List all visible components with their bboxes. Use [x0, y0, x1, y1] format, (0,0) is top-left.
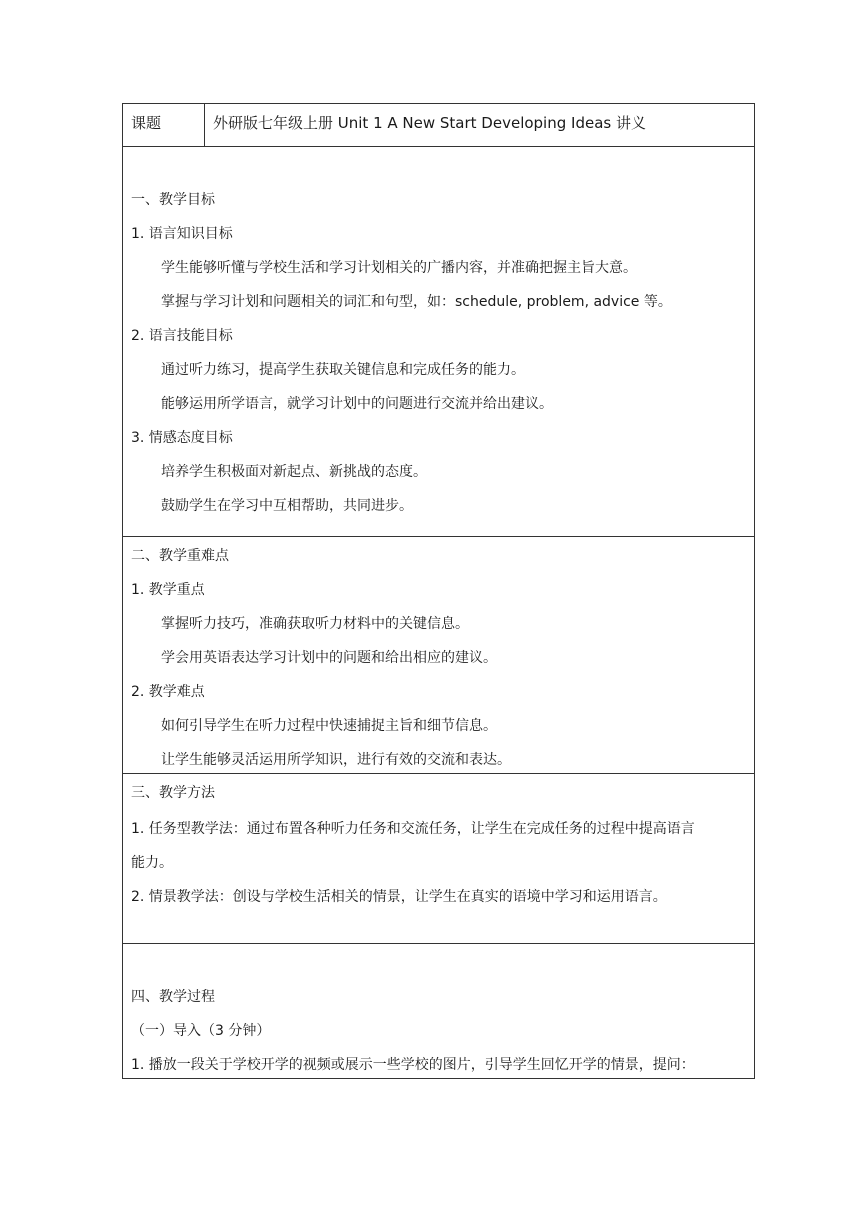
list-item: 培养学生积极面对新起点、新挑战的态度。 [161, 464, 427, 480]
list-item: 让学生能够灵活运用所学知识，进行有效的交流和表达。 [161, 752, 511, 768]
section-teaching-process [123, 943, 754, 1078]
title-row [123, 104, 754, 146]
list-item: 掌握与学习计划和问题相关的词汇和句型，如：schedule, problem, advice 等。 [161, 294, 672, 310]
section-heading: 二、教学重难点 [131, 548, 229, 564]
subheading: 3. 情感态度目标 [131, 430, 233, 446]
list-item: 学生能够听懂与学校生活和学习计划相关的广播内容，并准确把握主旨大意。 [161, 260, 637, 276]
section-teaching-objectives [123, 146, 754, 536]
list-item: 如何引导学生在听力过程中快速捕捉主旨和细节信息。 [161, 718, 497, 734]
list-item-continuation: 能力。 [131, 855, 173, 871]
subheading: （一）导入（3 分钟） [131, 1023, 271, 1039]
list-item: 鼓励学生在学习中互相帮助，共同进步。 [161, 498, 413, 514]
section-heading: 三、教学方法 [131, 785, 215, 801]
subheading: 1. 语言知识目标 [131, 226, 233, 242]
list-item: 1. 任务型教学法：通过布置各种听力任务和交流任务，让学生在完成任务的过程中提高语言 [131, 821, 695, 837]
subheading: 1. 教学重点 [131, 582, 205, 598]
section-heading: 四、教学过程 [131, 989, 215, 1005]
list-item: 能够运用所学语言，就学习计划中的问题进行交流并给出建议。 [161, 396, 553, 412]
lesson-plan-table [122, 103, 755, 1079]
section-heading: 一、教学目标 [131, 192, 215, 208]
subheading: 2. 教学难点 [131, 684, 205, 700]
list-item: 2. 情景教学法：创设与学校生活相关的情景，让学生在真实的语境中学习和运用语言。 [131, 889, 667, 905]
subject-label: 课题 [123, 104, 205, 146]
list-item: 通过听力练习，提高学生获取关键信息和完成任务的能力。 [161, 362, 525, 378]
section-key-difficult-points [123, 536, 754, 773]
list-item: 掌握听力技巧，准确获取听力材料中的关键信息。 [161, 616, 469, 632]
list-item: 学会用英语表达学习计划中的问题和给出相应的建议。 [161, 650, 497, 666]
subject-title: 外研版七年级上册 Unit 1 A New Start Developing Ideas 讲义 [213, 114, 646, 132]
section-teaching-methods [123, 773, 754, 943]
list-item: 1. 播放一段关于学校开学的视频或展示一些学校的图片，引导学生回忆开学的情景，提问： [131, 1057, 695, 1073]
subheading: 2. 语言技能目标 [131, 328, 233, 344]
